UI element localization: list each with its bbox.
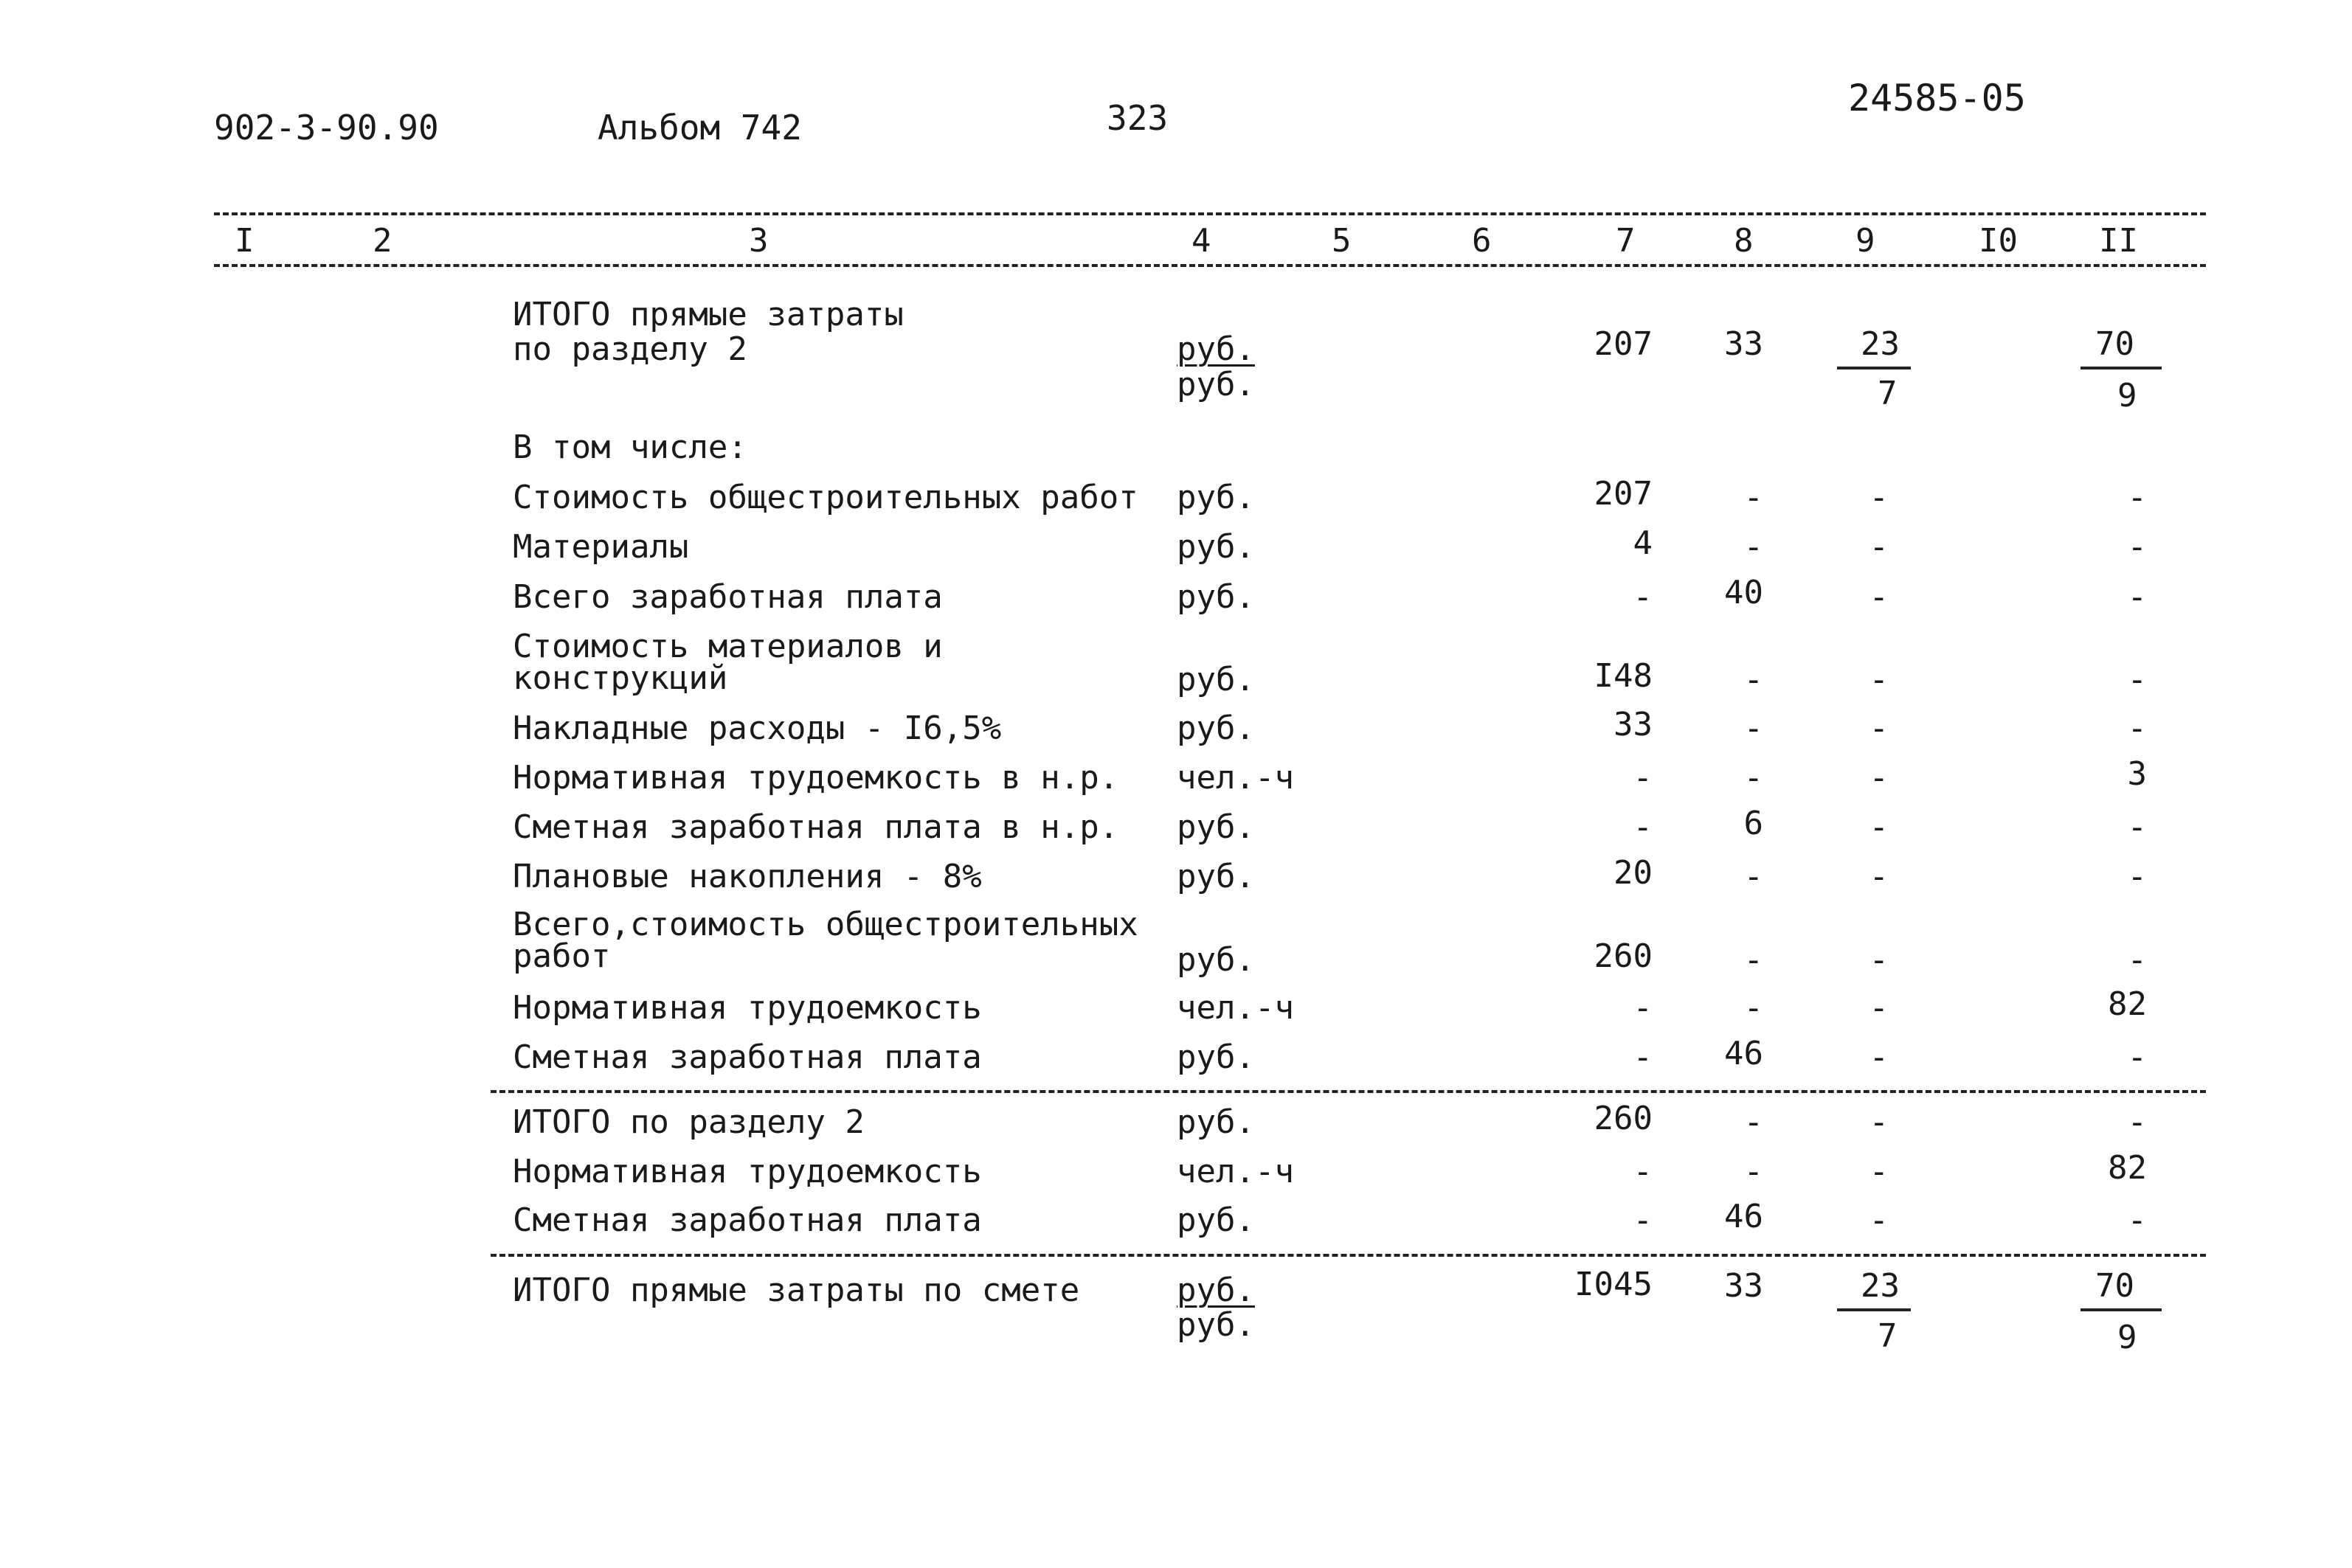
row-col9: - [1869, 578, 1889, 616]
row-name-line1: Всего,стоимость общестроительных [513, 906, 1138, 943]
row-col8: - [1743, 528, 1763, 566]
row-name: Нормативная трудоемкость в н.р. [513, 759, 1119, 797]
row-col8: - [1743, 858, 1763, 895]
header-bottom-rule [214, 264, 2206, 267]
header-top-rule [214, 212, 2206, 215]
row-name: Плановые накопления - 8% [513, 858, 982, 895]
row-unit: руб. [1177, 578, 1255, 616]
block1-title-line1: ИТОГО прямые затраты [513, 296, 904, 333]
row-col9: - [1869, 941, 1889, 979]
row-name-line2: работ [513, 937, 611, 975]
column-number-8: 8 [1734, 222, 1754, 260]
grand-total-col11-fraction-line [2081, 1308, 2162, 1311]
block1-col9-top: 23 [1861, 325, 1900, 363]
row-col7: 20 [1613, 854, 1653, 892]
section-divider-rule [491, 1090, 2206, 1093]
row-col9: - [1869, 1038, 1889, 1076]
section-total-unit: чел.-ч [1177, 1153, 1294, 1190]
column-number-5: 5 [1332, 222, 1352, 260]
row-col11: - [2127, 528, 2147, 566]
document-code: 902-3-90.90 [214, 108, 439, 148]
row-col11: - [2127, 941, 2147, 979]
row-col9: - [1869, 759, 1889, 797]
in-that-number-label: В том числе: [513, 429, 747, 466]
block1-col7: 207 [1594, 325, 1653, 363]
column-number-2: 2 [373, 222, 392, 260]
row-col7: - [1633, 808, 1653, 846]
block1-unit-bottom: руб. [1177, 366, 1255, 403]
row-col7: 260 [1594, 937, 1653, 975]
row-col7: 4 [1633, 524, 1653, 562]
row-name: Нормативная трудоемкость [513, 989, 982, 1027]
block1-col11-bottom: 9 [2117, 377, 2137, 414]
row-col7: 33 [1613, 706, 1653, 743]
row-name-line2: конструкций [513, 659, 728, 697]
grand-total-unit-bottom: руб. [1177, 1306, 1255, 1344]
block1-col9-bottom: 7 [1878, 375, 1898, 412]
row-col11: - [2127, 710, 2147, 747]
row-unit: руб. [1177, 710, 1255, 747]
row-col11: - [2127, 578, 2147, 616]
row-col7: - [1633, 989, 1653, 1027]
row-unit: руб. [1177, 858, 1255, 895]
row-unit: руб. [1177, 479, 1255, 516]
section-total-unit: руб. [1177, 1201, 1255, 1239]
row-col8: - [1743, 989, 1763, 1027]
section-total-name: ИТОГО по разделу 2 [513, 1103, 865, 1141]
row-name: Материалы [513, 528, 689, 566]
row-col9: - [1869, 989, 1889, 1027]
block1-col9-fraction-line [1837, 367, 1911, 370]
row-name: Всего заработная плата [513, 578, 943, 616]
grand-total-title: ИТОГО прямые затраты по смете [513, 1272, 1080, 1309]
row-unit: руб. [1177, 808, 1255, 846]
row-col8: 46 [1724, 1035, 1763, 1072]
grand-total-unit-top: руб. [1177, 1272, 1255, 1309]
row-col11: - [2127, 1038, 2147, 1076]
album-label: Альбом 742 [598, 108, 802, 148]
section-total-col9: - [1869, 1103, 1889, 1141]
row-unit: руб. [1177, 1038, 1255, 1076]
row-col9: - [1869, 661, 1889, 698]
section-total-col7: - [1633, 1153, 1653, 1190]
column-number-4: 4 [1191, 222, 1211, 260]
section-total-col9: - [1869, 1153, 1889, 1190]
grand-total-col11-bottom: 9 [2117, 1319, 2137, 1356]
grand-total-col9-fraction-line [1837, 1308, 1911, 1311]
grand-total-col8: 33 [1724, 1267, 1763, 1305]
row-col9: - [1869, 858, 1889, 895]
block1-title-line2: по разделу 2 [513, 330, 747, 368]
row-unit: руб. [1177, 941, 1255, 979]
row-col11: - [2127, 808, 2147, 846]
section-total-col8: 46 [1724, 1198, 1763, 1235]
row-col7: - [1633, 759, 1653, 797]
row-col7: - [1633, 578, 1653, 616]
document-number: 24585-05 [1848, 77, 2026, 119]
row-col7: 207 [1594, 475, 1653, 513]
section-total-col7: - [1633, 1201, 1653, 1239]
grand-total-col9-bottom: 7 [1878, 1317, 1898, 1355]
row-unit: чел.-ч [1177, 989, 1294, 1027]
section-total-unit: руб. [1177, 1103, 1255, 1141]
column-number-7: 7 [1616, 222, 1636, 260]
grand-total-col11-top: 70 [2095, 1267, 2134, 1305]
row-col11: - [2127, 858, 2147, 895]
page-number: 323 [1107, 98, 1169, 138]
section-total-name: Нормативная трудоемкость [513, 1153, 982, 1190]
row-col8: - [1743, 759, 1763, 797]
row-col8: - [1743, 710, 1763, 747]
column-number-1: I [235, 222, 255, 260]
row-col8: 40 [1724, 574, 1763, 611]
row-col9: - [1869, 528, 1889, 566]
row-col9: - [1869, 710, 1889, 747]
row-col11: 3 [2127, 755, 2147, 793]
row-name: Стоимость общестроительных работ [513, 479, 1138, 516]
section-total-col8: - [1743, 1153, 1763, 1190]
grand-total-col9-top: 23 [1861, 1267, 1900, 1305]
row-unit: руб. [1177, 661, 1255, 698]
row-name: Сметная заработная плата в н.р. [513, 808, 1119, 846]
section-total-col7: 260 [1594, 1100, 1653, 1137]
grand-total-col7: I045 [1574, 1266, 1653, 1303]
section-total-col11: - [2127, 1103, 2147, 1141]
block1-col11-top: 70 [2095, 325, 2134, 363]
row-col11: - [2127, 661, 2147, 698]
row-unit: чел.-ч [1177, 759, 1294, 797]
section-total-col8: - [1743, 1103, 1763, 1141]
row-name: Накладные расходы - I6,5% [513, 710, 1002, 747]
row-name: Сметная заработная плата [513, 1038, 982, 1076]
section-total-col11: - [2127, 1201, 2147, 1239]
row-col11: - [2127, 479, 2147, 516]
grand-total-divider-rule [491, 1254, 2206, 1257]
row-col9: - [1869, 808, 1889, 846]
block1-col11-fraction-line [2081, 367, 2162, 370]
row-col7: I48 [1594, 657, 1653, 695]
row-col8: 6 [1743, 805, 1763, 842]
column-number-9: 9 [1855, 222, 1875, 260]
row-col8: - [1743, 661, 1763, 698]
section-total-col11: 82 [2108, 1149, 2147, 1187]
row-unit: руб. [1177, 528, 1255, 566]
column-number-11: II [2099, 222, 2138, 260]
row-col8: - [1743, 941, 1763, 979]
row-col11: 82 [2108, 985, 2147, 1023]
section-total-name: Сметная заработная плата [513, 1201, 982, 1239]
block1-col8: 33 [1724, 325, 1763, 363]
column-number-3: 3 [749, 222, 769, 260]
row-col9: - [1869, 479, 1889, 516]
block1-unit-top: руб. [1177, 330, 1255, 368]
row-col7: - [1633, 1038, 1653, 1076]
row-name-line1: Стоимость материалов и [513, 628, 943, 665]
column-number-10: I0 [1979, 222, 2018, 260]
section-total-col9: - [1869, 1201, 1889, 1239]
column-number-6: 6 [1472, 222, 1492, 260]
row-col8: - [1743, 479, 1763, 516]
